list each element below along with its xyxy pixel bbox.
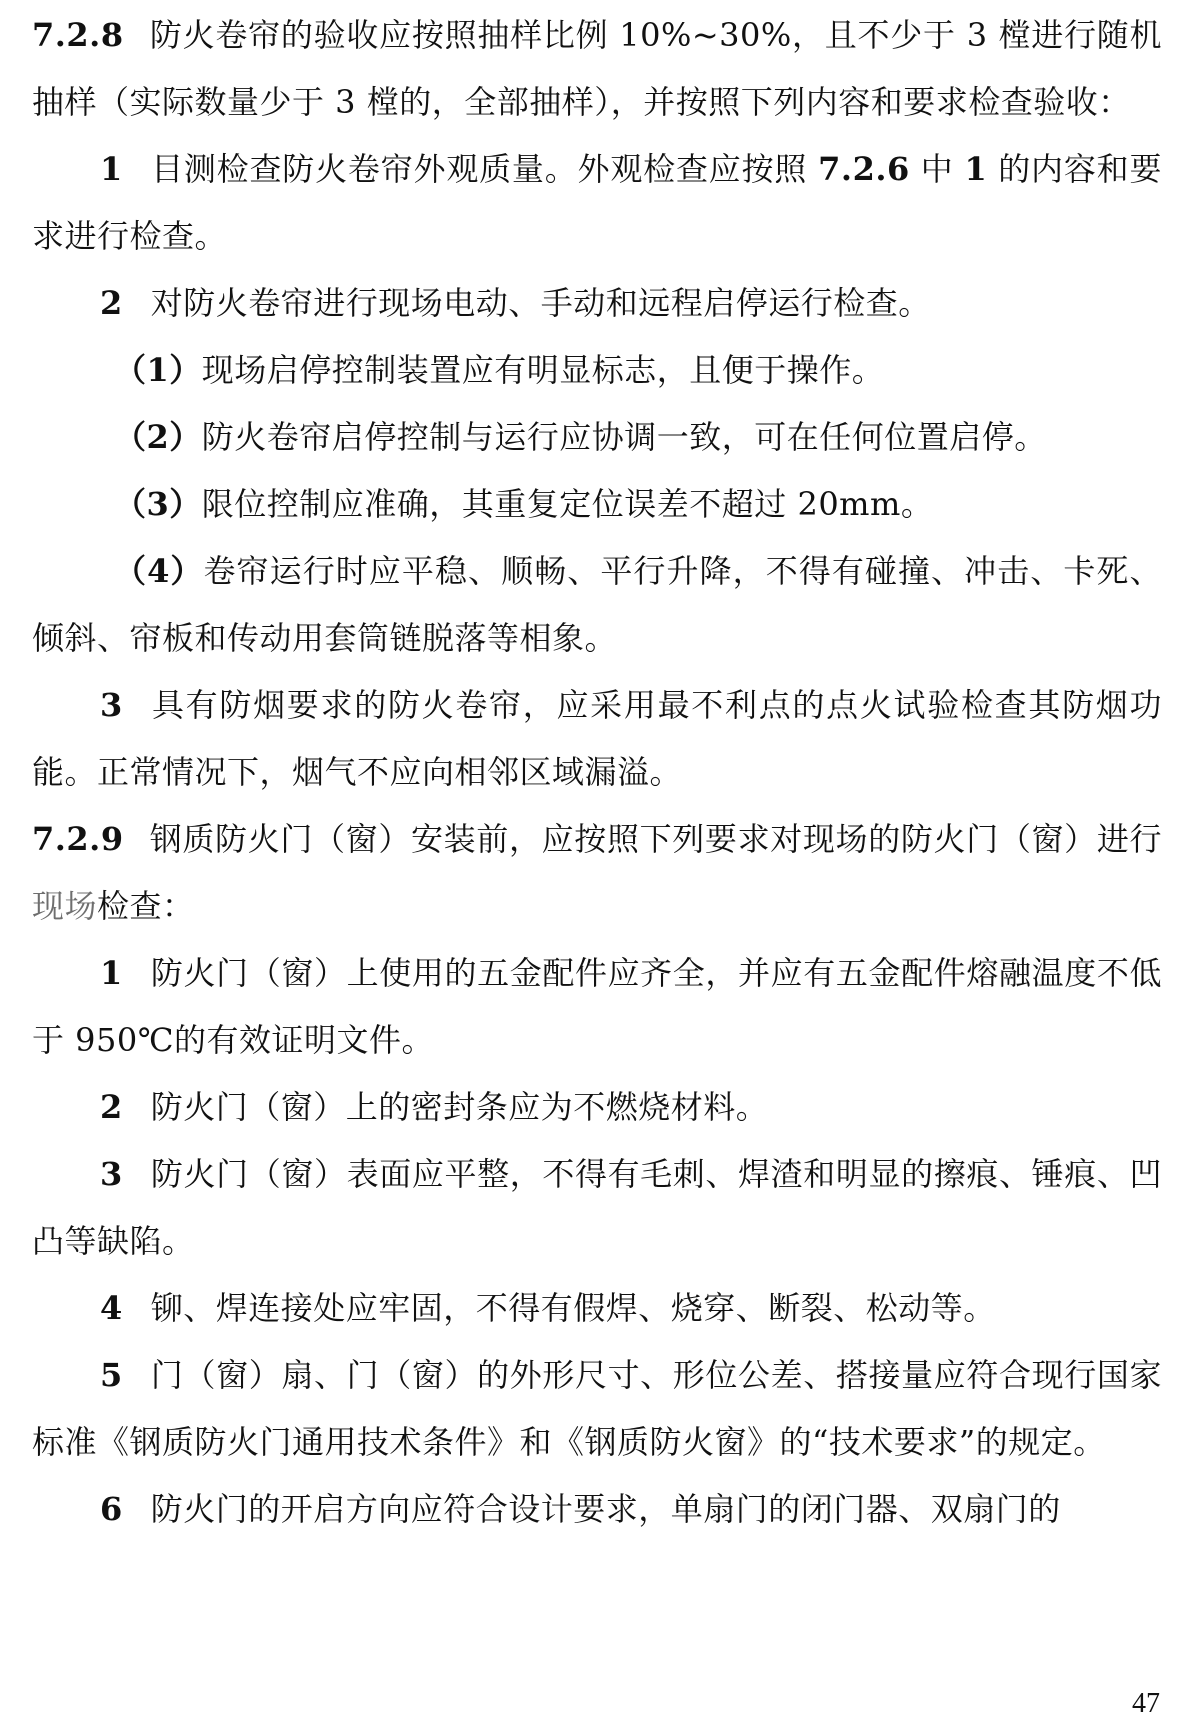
section-7-2-8-item-3 — [32, 672, 1162, 806]
item-number: 3 — [100, 686, 123, 724]
item-text: 防火门的开启方向应符合设计要求，单扇门的闭门器、双扇门的 — [150, 1490, 1061, 1528]
item-number: 5 — [100, 1356, 123, 1394]
section-text-grey: 现场 — [32, 887, 98, 925]
section-7-2-8-item-1 — [32, 136, 1162, 270]
section-7-2-8-item-2 — [32, 270, 1162, 337]
item-text: 中 — [909, 150, 965, 188]
sub-item-text: 防火卷帘启停控制与运行应协调一致，可在任何位置启停。 — [201, 418, 1047, 456]
sub-item-text: 卷帘运行时应平稳、顺畅、平行升降，不得有碰撞、冲击、卡死、倾斜、帘板和传动用套筒链脱落等相象。 — [32, 552, 1162, 657]
item-text: 的内容和要求进行检查。 — [32, 150, 1162, 255]
section-7-2-9-item-5 — [32, 1342, 1162, 1476]
item-reference: 7.2.6 — [818, 150, 910, 188]
section-7-2-8-item-2-sub-2 — [32, 404, 1162, 471]
sub-item-text: 现场启停控制装置应有明显标志，且便于操作。 — [201, 351, 885, 389]
document-page — [32, 2, 1162, 1543]
section-text: 检查： — [97, 887, 195, 925]
item-text: 目测检查防火卷帘外观质量。外观检查应按照 — [150, 150, 819, 188]
item-text: 门（窗）扇、门（窗）的外形尺寸、形位公差、搭接量应符合现行国家标准《钢质防火门通用技术条件》和《钢质防火窗》的“技术要求”的规定。 — [32, 1356, 1162, 1461]
item-text: 对防火卷帘进行现场电动、手动和远程启停运行检查。 — [150, 284, 931, 322]
section-text: 钢质防火门（窗）安装前，应按照下列要求对现场的防火门（窗）进行 — [149, 820, 1162, 858]
section-7-2-8-item-2-sub-1 — [32, 337, 1162, 404]
section-7-2-8-item-2-sub-4 — [32, 538, 1162, 672]
sub-item-text: 限位控制应准确，其重复定位误差不超过 20mm。 — [201, 485, 934, 523]
item-reference-number: 1 — [964, 150, 988, 188]
page-number: 47 — [1132, 1688, 1160, 1719]
section-7-2-9-item-6 — [32, 1476, 1162, 1543]
item-number: 2 — [100, 284, 123, 322]
sub-item-label: （4） — [114, 552, 204, 590]
section-number: 7.2.8 — [32, 16, 124, 54]
section-7-2-8-item-2-sub-3 — [32, 471, 1162, 538]
item-number: 3 — [100, 1155, 123, 1193]
item-number: 1 — [100, 954, 123, 992]
item-number: 1 — [100, 150, 123, 188]
section-number: 7.2.9 — [32, 820, 124, 858]
section-7-2-9-item-3 — [32, 1141, 1162, 1275]
section-7-2-9-item-2 — [32, 1074, 1162, 1141]
sub-item-label: （3） — [114, 485, 202, 523]
section-7-2-9-item-4 — [32, 1275, 1162, 1342]
item-text: 铆、焊连接处应牢固，不得有假焊、烧穿、断裂、松动等。 — [150, 1289, 996, 1327]
section-text: 防火卷帘的验收应按照抽样比例 10%~30%，且不少于 3 樘进行随机抽样（实际数量少于 3 樘的，全部抽样），并按照下列内容和要求检查验收： — [32, 16, 1162, 121]
item-text: 防火门（窗）上的密封条应为不燃烧材料。 — [150, 1088, 769, 1126]
item-text: 具有防烟要求的防火卷帘，应采用最不利点的点火试验检查其防烟功能。正常情况下，烟气不应向相邻区域漏溢。 — [32, 686, 1162, 791]
item-number: 4 — [100, 1289, 123, 1327]
section-7-2-8-intro — [32, 2, 1162, 136]
item-text: 防火门（窗）表面应平整，不得有毛刺、焊渣和明显的擦痕、锤痕、凹凸等缺陷。 — [32, 1155, 1162, 1260]
item-number: 2 — [100, 1088, 123, 1126]
sub-item-label: （2） — [114, 418, 202, 456]
sub-item-label: （1） — [114, 351, 202, 389]
item-number: 6 — [100, 1490, 123, 1528]
item-text: 防火门（窗）上使用的五金配件应齐全，并应有五金配件熔融温度不低于 950℃的有效证明文件。 — [32, 954, 1162, 1059]
section-7-2-9-intro — [32, 806, 1162, 940]
section-7-2-9-item-1 — [32, 940, 1162, 1074]
